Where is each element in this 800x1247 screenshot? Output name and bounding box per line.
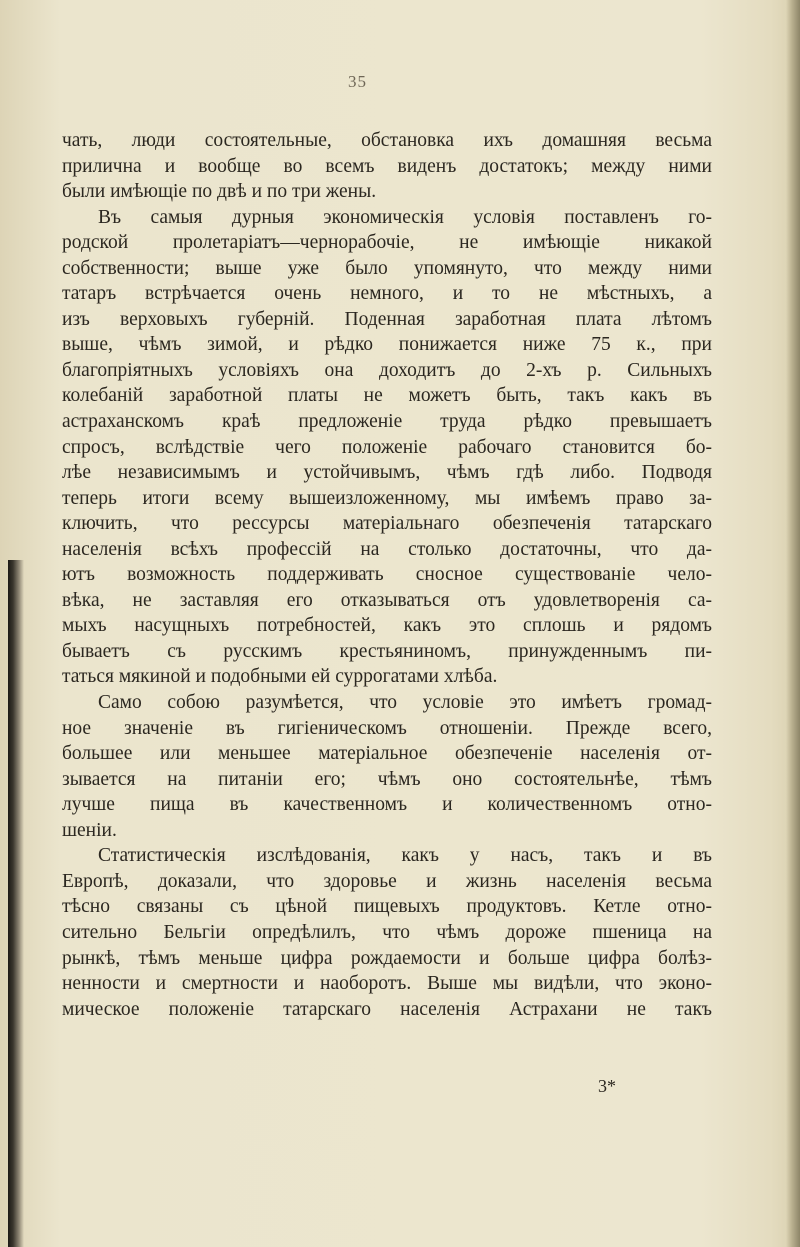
text-line: вѣка, не заставляя его отказываться отъ удовлетворенія са- [62, 589, 712, 611]
text-line: ное значеніе въ гигіеническомъ отношеніи. Прежде всего, [62, 717, 712, 739]
text-line: шеніи. [62, 819, 117, 841]
binding-shadow [8, 560, 24, 1247]
text-line: зывается на питаніи его; чѣмъ оно состоятельнѣе, тѣмъ [62, 768, 712, 790]
text-line: ненности и смертности и наоборотъ. Выше мы видѣли, что эконо- [62, 973, 712, 995]
text-line: были имѣющіе по двѣ и по три жены. [62, 181, 377, 203]
text-line: теперь итоги всему вышеизложенному, мы имѣемъ право за- [62, 487, 712, 509]
text-line: сительно Бельгіи опредѣлилъ, что чѣмъ дороже пшеница на [62, 921, 712, 943]
text-line: таться мякиной и подобными ей суррогатами хлѣба. [62, 666, 498, 688]
signature-mark: 3* [598, 1076, 616, 1096]
body-text [62, 128, 712, 1022]
page-number: 35 [348, 72, 367, 91]
text-line: изъ верховыхъ губерній. Поденная заработная плата лѣтомъ [62, 308, 712, 330]
text-line: большее или меньшее матеріальное обезпеченіе населенія от- [62, 743, 712, 765]
text-line: ключить, что рессурсы матеріальнаго обезпеченія татарскаго [62, 513, 712, 535]
text-line: лѣе независимымъ и устойчивымъ, чѣмъ гдѣ либо. Подводя [62, 462, 712, 484]
page-edge [786, 0, 800, 1247]
text-line: мыхъ насущныхъ потребностей, какъ это сплошь и рядомъ [62, 615, 712, 637]
text-line: ютъ возможность поддерживать сносное существованіе чело- [62, 564, 712, 586]
text-line: выше, чѣмъ зимой, и рѣдко понижается ниже 75 к., при [62, 334, 712, 356]
text-line: Въ самыя дурныя экономическія условія поставленъ го- [98, 206, 712, 228]
text-line: мическое положеніе татарскаго населенія Астрахани не такъ [62, 998, 712, 1020]
text-line: Статистическія изслѣдованія, какъ у насъ, такъ и въ [98, 845, 712, 867]
text-line: лучше пища въ качественномъ и количественномъ отно- [62, 794, 712, 816]
text-line: благопріятныхъ условіяхъ она доходитъ до 2-хъ р. Сильныхъ [62, 359, 712, 381]
text-line: населенія всѣхъ профессій на столько достаточны, что да- [62, 538, 712, 560]
text-line: Само собою разумѣется, что условіе это имѣетъ громад- [98, 692, 712, 714]
text-line: чать, люди состоятельные, обстановка ихъ домашняя весьма [62, 130, 712, 151]
text-line: Европѣ, доказали, что здоровье и жизнь населенія весьма [62, 870, 712, 892]
text-line: прилична и вообще во всемъ виденъ достатокъ; между ними [62, 155, 712, 177]
text-line: спросъ, вслѣдствіе чего положеніе рабочаго становится бо- [62, 436, 712, 458]
text-line: колебаній заработной платы не можетъ быть, такъ какъ въ [62, 385, 712, 407]
text-line: собственности; выше уже было упомянуто, что между ними [62, 257, 712, 279]
text-line: бываетъ съ русскимъ крестьяниномъ, принужденнымъ пи- [62, 640, 712, 662]
text-line: астраханскомъ краѣ предложеніе труда рѣдко превышаетъ [62, 411, 712, 433]
text-line: родской пролетаріатъ—чернорабочіе, не имѣющіе никакой [62, 232, 712, 254]
text-line: тѣсно связаны съ цѣной пищевыхъ продуктовъ. Кетле отно- [62, 896, 712, 918]
text-line: рынкѣ, тѣмъ меньше цифра рождаемости и больше цифра болѣз- [62, 947, 712, 969]
text-line: татаръ встрѣчается очень немного, и то не мѣстныхъ, а [62, 283, 712, 305]
